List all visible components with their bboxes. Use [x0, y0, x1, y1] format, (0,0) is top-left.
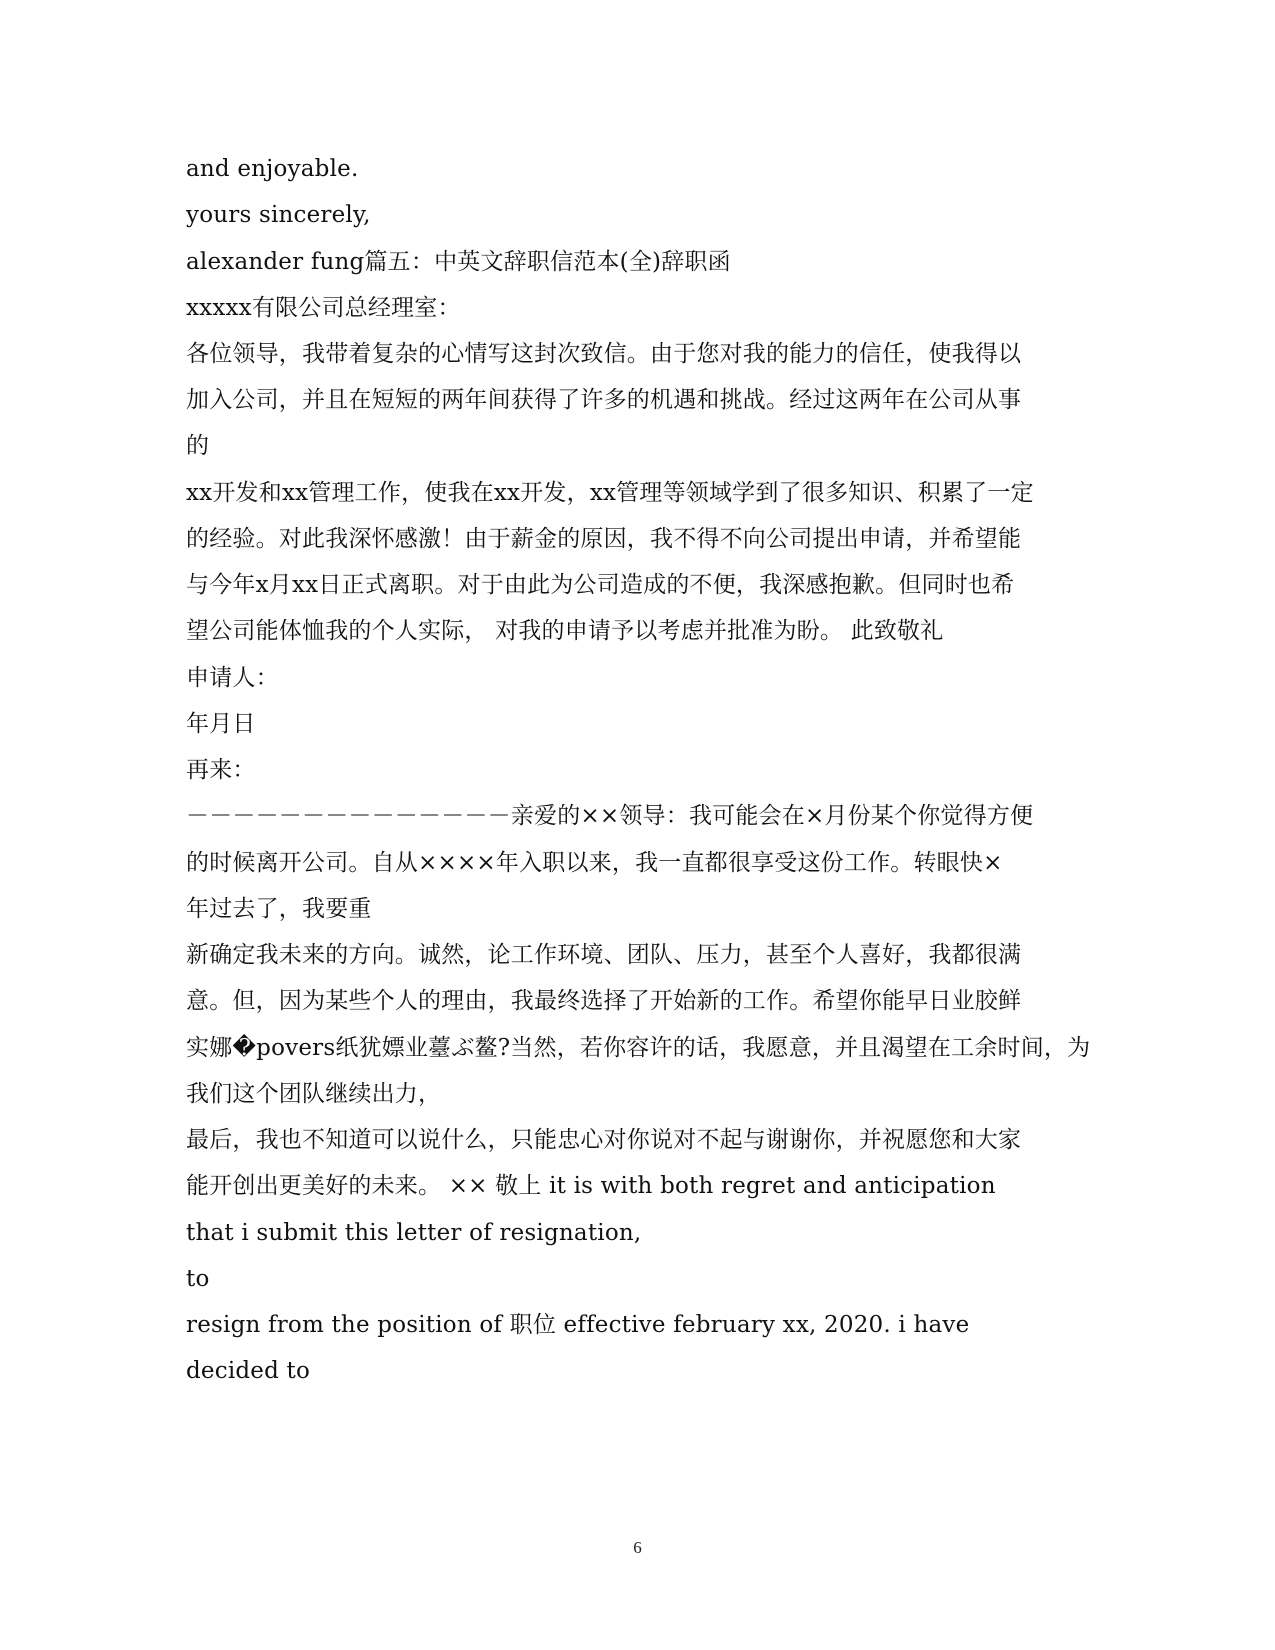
text-line: resign from the position of 职位 effective february xx, 2020. i have [186, 1312, 970, 1338]
text-line: 申请人： [186, 665, 279, 691]
text-line: 的经验。对此我深怀感激！由于薪金的原因，我不得不向公司提出申请，并希望能 [186, 526, 1022, 552]
text-line: xx开发和xx管理工作，使我在xx开发，xx管理等领域学到了很多知识、积累了一定 [186, 480, 1034, 506]
text-line: 我们这个团队继续出力， [186, 1081, 442, 1107]
text-line: －－－－－－－－－－－－－－亲爱的××领导：我可能会在×月份某个你觉得方便 [186, 803, 1034, 829]
text-line: 意。但，因为某些个人的理由，我最终选择了开始新的工作。希望你能早日业胶鲜 [186, 988, 1022, 1014]
text-line: 加入公司，并且在短短的两年间获得了许多的机遇和挑战。经过这两年在公司从事 [186, 387, 1022, 413]
text-line: to [186, 1266, 210, 1292]
text-line: 实娜�povers纸犹嫖业薹ぶ鳌?当然，若你容许的话，我愿意，并且渴望在工余时间，为 [186, 1035, 1091, 1061]
text-line: 能开创出更美好的未来。 ×× 敬上 it is with both regret and anticipation [186, 1173, 996, 1199]
page-number: 6 [633, 1538, 642, 1557]
text-line: 的时候离开公司。自从××××年入职以来，我一直都很享受这份工作。转眼快× [186, 850, 1003, 876]
text-line: 年月日 [186, 711, 256, 737]
text-line: that i submit this letter of resignation, [186, 1220, 642, 1246]
text-line: xxxxx有限公司总经理室： [186, 295, 461, 321]
text-line: 与今年x月xx日正式离职。对于由此为公司造成的不便，我深感抱歉。但同时也希 [186, 572, 1015, 598]
text-line: decided to [186, 1358, 311, 1384]
text-line: 望公司能体恤我的个人实际， 对我的申请予以考虑并批准为盼。 此致敬礼 [186, 618, 944, 644]
text-line: 年过去了，我要重 [186, 896, 372, 922]
text-line: 再来： [186, 757, 256, 783]
text-line: alexander fung篇五：中英文辞职信范本(全)辞职函 [186, 249, 731, 275]
text-line: 的 [186, 433, 210, 459]
text-line: 新确定我未来的方向。诚然，论工作环境、团队、压力，甚至个人喜好，我都很满 [186, 942, 1022, 968]
text-line: 最后，我也不知道可以说什么，只能忠心对你说对不起与谢谢你，并祝愿您和大家 [186, 1127, 1022, 1153]
text-line: yours sincerely, [186, 202, 371, 228]
text-line: and enjoyable. [186, 156, 359, 182]
text-line: 各位领导，我带着复杂的心情写这封次致信。由于您对我的能力的信任，使我得以 [186, 341, 1022, 367]
